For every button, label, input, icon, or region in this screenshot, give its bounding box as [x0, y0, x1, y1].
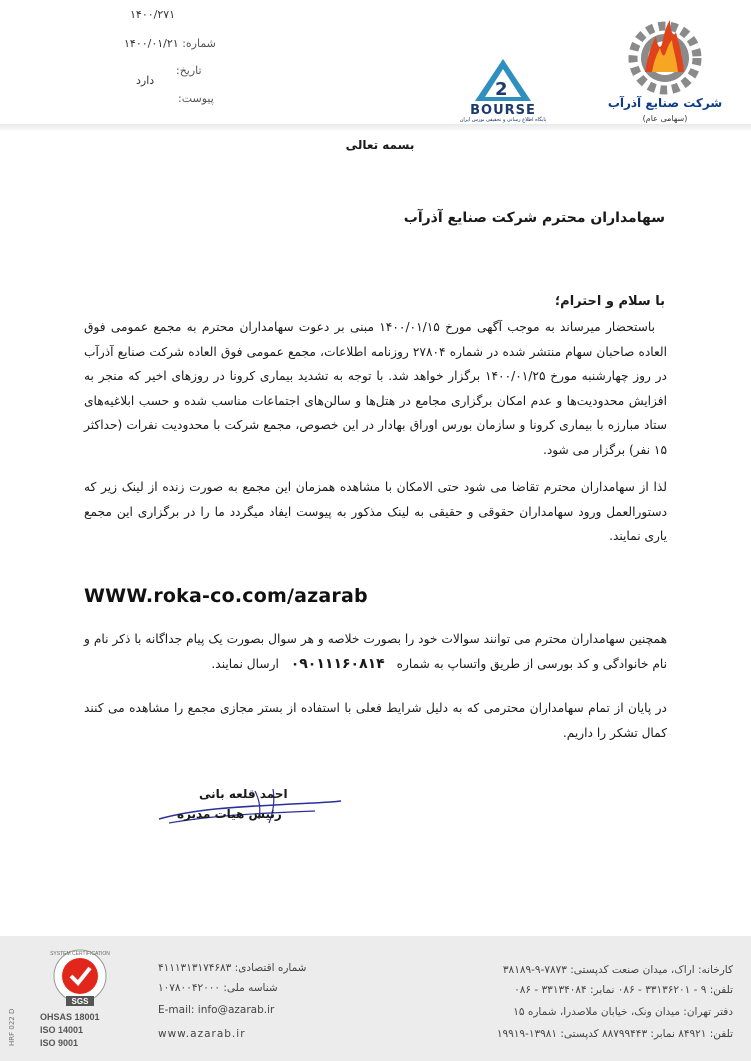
signature-block	[155, 785, 345, 830]
letterhead-divider	[0, 124, 751, 132]
basmala: بسمه تعالی	[345, 138, 415, 152]
body-paragraph-2: لذا از سهامداران محترم تقاضا می شود حتی الامکان با مشاهده همزمان این مجمع به صورت زنده از لینک زیر که دستورالعمل ورود سهامداران حقوقی و حقیقی به لینک مذکور به پیوست ایفاد میگردد ما را در برگزاری این مجمع یاری نمایند.	[84, 480, 667, 543]
bourse-tagline: پایگاه اطلاع رسانی و تحقیقی بورس ایران	[459, 117, 547, 123]
tehran-office-phone: تلفن: ۸۴۹۲۱ نمابر: ۸۸۷۹۹۴۴۳ کدپستی: ۱۳۹۸۱-۱۹۹۱۹	[496, 1028, 733, 1040]
national-id: شناسه ملی: ۱۰۷۸۰۰۴۲۰۰۰	[158, 982, 278, 994]
website-address[interactable]: www.azarab.ir	[158, 1028, 246, 1040]
svg-text:2: 2	[495, 79, 508, 100]
letter-footer	[0, 936, 751, 1061]
letter-date-row	[124, 37, 216, 50]
economic-code: شماره اقتصادی: ۴۱۱۱۳۱۳۱۷۴۶۸۳	[158, 962, 307, 974]
sgs-certification-icon	[40, 946, 120, 1008]
whatsapp-number[interactable]: ۰۹۰۱۱۱۶۰۸۱۴	[290, 655, 385, 672]
attachment-label: پیوست:	[178, 92, 214, 105]
greeting: با سلام و احترام؛	[554, 294, 665, 309]
send-instruction: ارسال نمایند.	[211, 656, 279, 671]
letter-number: ۱۴۰۰/۲۷۱	[130, 8, 176, 21]
sgs-mark: SGS	[71, 997, 89, 1006]
certification-badge	[40, 946, 120, 1054]
question-instructions: همچنین سهامداران محترم می توانند سوالات خود را بصورت خلاصه و هر سوال بصورت یک پیام جداگانه با ذکر نام و نام خانوادگی و کد بورسی از طریق واتساپ به شماره	[84, 632, 667, 671]
form-code: HRF 022 D	[8, 1008, 16, 1046]
factory-address: کارخانه: اراک، میدان صنعت کدپستی: ۷۸۷۳-۹-۳۸۱۸۹	[502, 964, 733, 976]
date-label-row: تاریخ:	[176, 64, 202, 77]
bourse-triangle-icon	[455, 55, 551, 103]
stream-link[interactable]: WWW.roka-co.com/azarab	[84, 585, 368, 607]
bourse-word: BOURSE	[470, 103, 536, 118]
cert-iso-9001: ISO 9001	[40, 1038, 79, 1048]
addressee: سهامداران محترم شرکت صنایع آذرآب	[403, 210, 665, 226]
bourse-logo	[455, 55, 551, 124]
factory-phone: تلفن: ۹ - ۳۳۱۳۶۲۰۱ - ۰۸۶ نمابر: ۳۳۱۳۴۰۸۴ - ۰۸۶	[514, 984, 733, 996]
tehran-office-address: دفتر تهران: میدان ونک، خیابان ملاصدرا، شماره ۱۵	[513, 1006, 733, 1018]
gear-flame-icon	[590, 14, 740, 96]
cert-ring-text: SYSTEM CERTIFICATION	[50, 951, 110, 957]
body-paragraph-4: در پایان از تمام سهامداران محترمی که به دلیل شرایط فعلی با استفاده از بستر مجازی مجمع را مشاهده می کنند کمال تشکر را داریم.	[84, 701, 667, 740]
body-paragraph-1: باستحضار میرساند به موجب آگهی مورخ ۱۴۰۰/۰۱/۱۵ مبنی بر دعوت سهامداران محترم به مجمع عمومی فوق العاده صاحبان سهام منتشر شده در شماره ۲۷۸۰۴ روزنامه اطلاعات، مجمع عمومی فوق العاده شرکت صنایع آذرآب در روز چهارشنبه مورخ ۱۴۰۰/۰۱/۲۵ برگزار خواهد شد. با توجه به تشدید بیماری کرونا در روزهای اخیر که منجر به افزایش محدودیت‌ها و عدم امکان برگزاری مجامع در هتل‌ها و سالن‌های اجتماعات مناسب شده و حسب ابلاغیه‌های ستاد مبارزه با بیماری کرونا و سازمان بورس اوراق بهادار در این خصوص، مجمع شرکت با محدودیت نفرات (حداکثر ۱۵ نفر) برگزار می شود.	[84, 320, 667, 457]
company-type: (سهامی عام)	[642, 114, 688, 123]
email-address[interactable]: E-mail: info@azarab.ir	[158, 1004, 275, 1016]
signer-title: رئیس هیات مدیره	[177, 807, 282, 821]
date-value: ۱۴۰۰/۰۱/۲۱	[124, 37, 179, 50]
company-logo	[590, 14, 740, 124]
date-label: شماره:	[182, 37, 216, 50]
cert-ohsas: OHSAS 18001	[40, 1012, 100, 1022]
signer-name: احمد قلعه بانی	[199, 787, 288, 801]
attachment-value: دارد	[136, 74, 155, 87]
cert-iso-14001: ISO 14001	[40, 1025, 84, 1035]
body-paragraph-3	[84, 627, 667, 676]
company-name: شرکت صنایع آذرآب	[607, 96, 723, 110]
